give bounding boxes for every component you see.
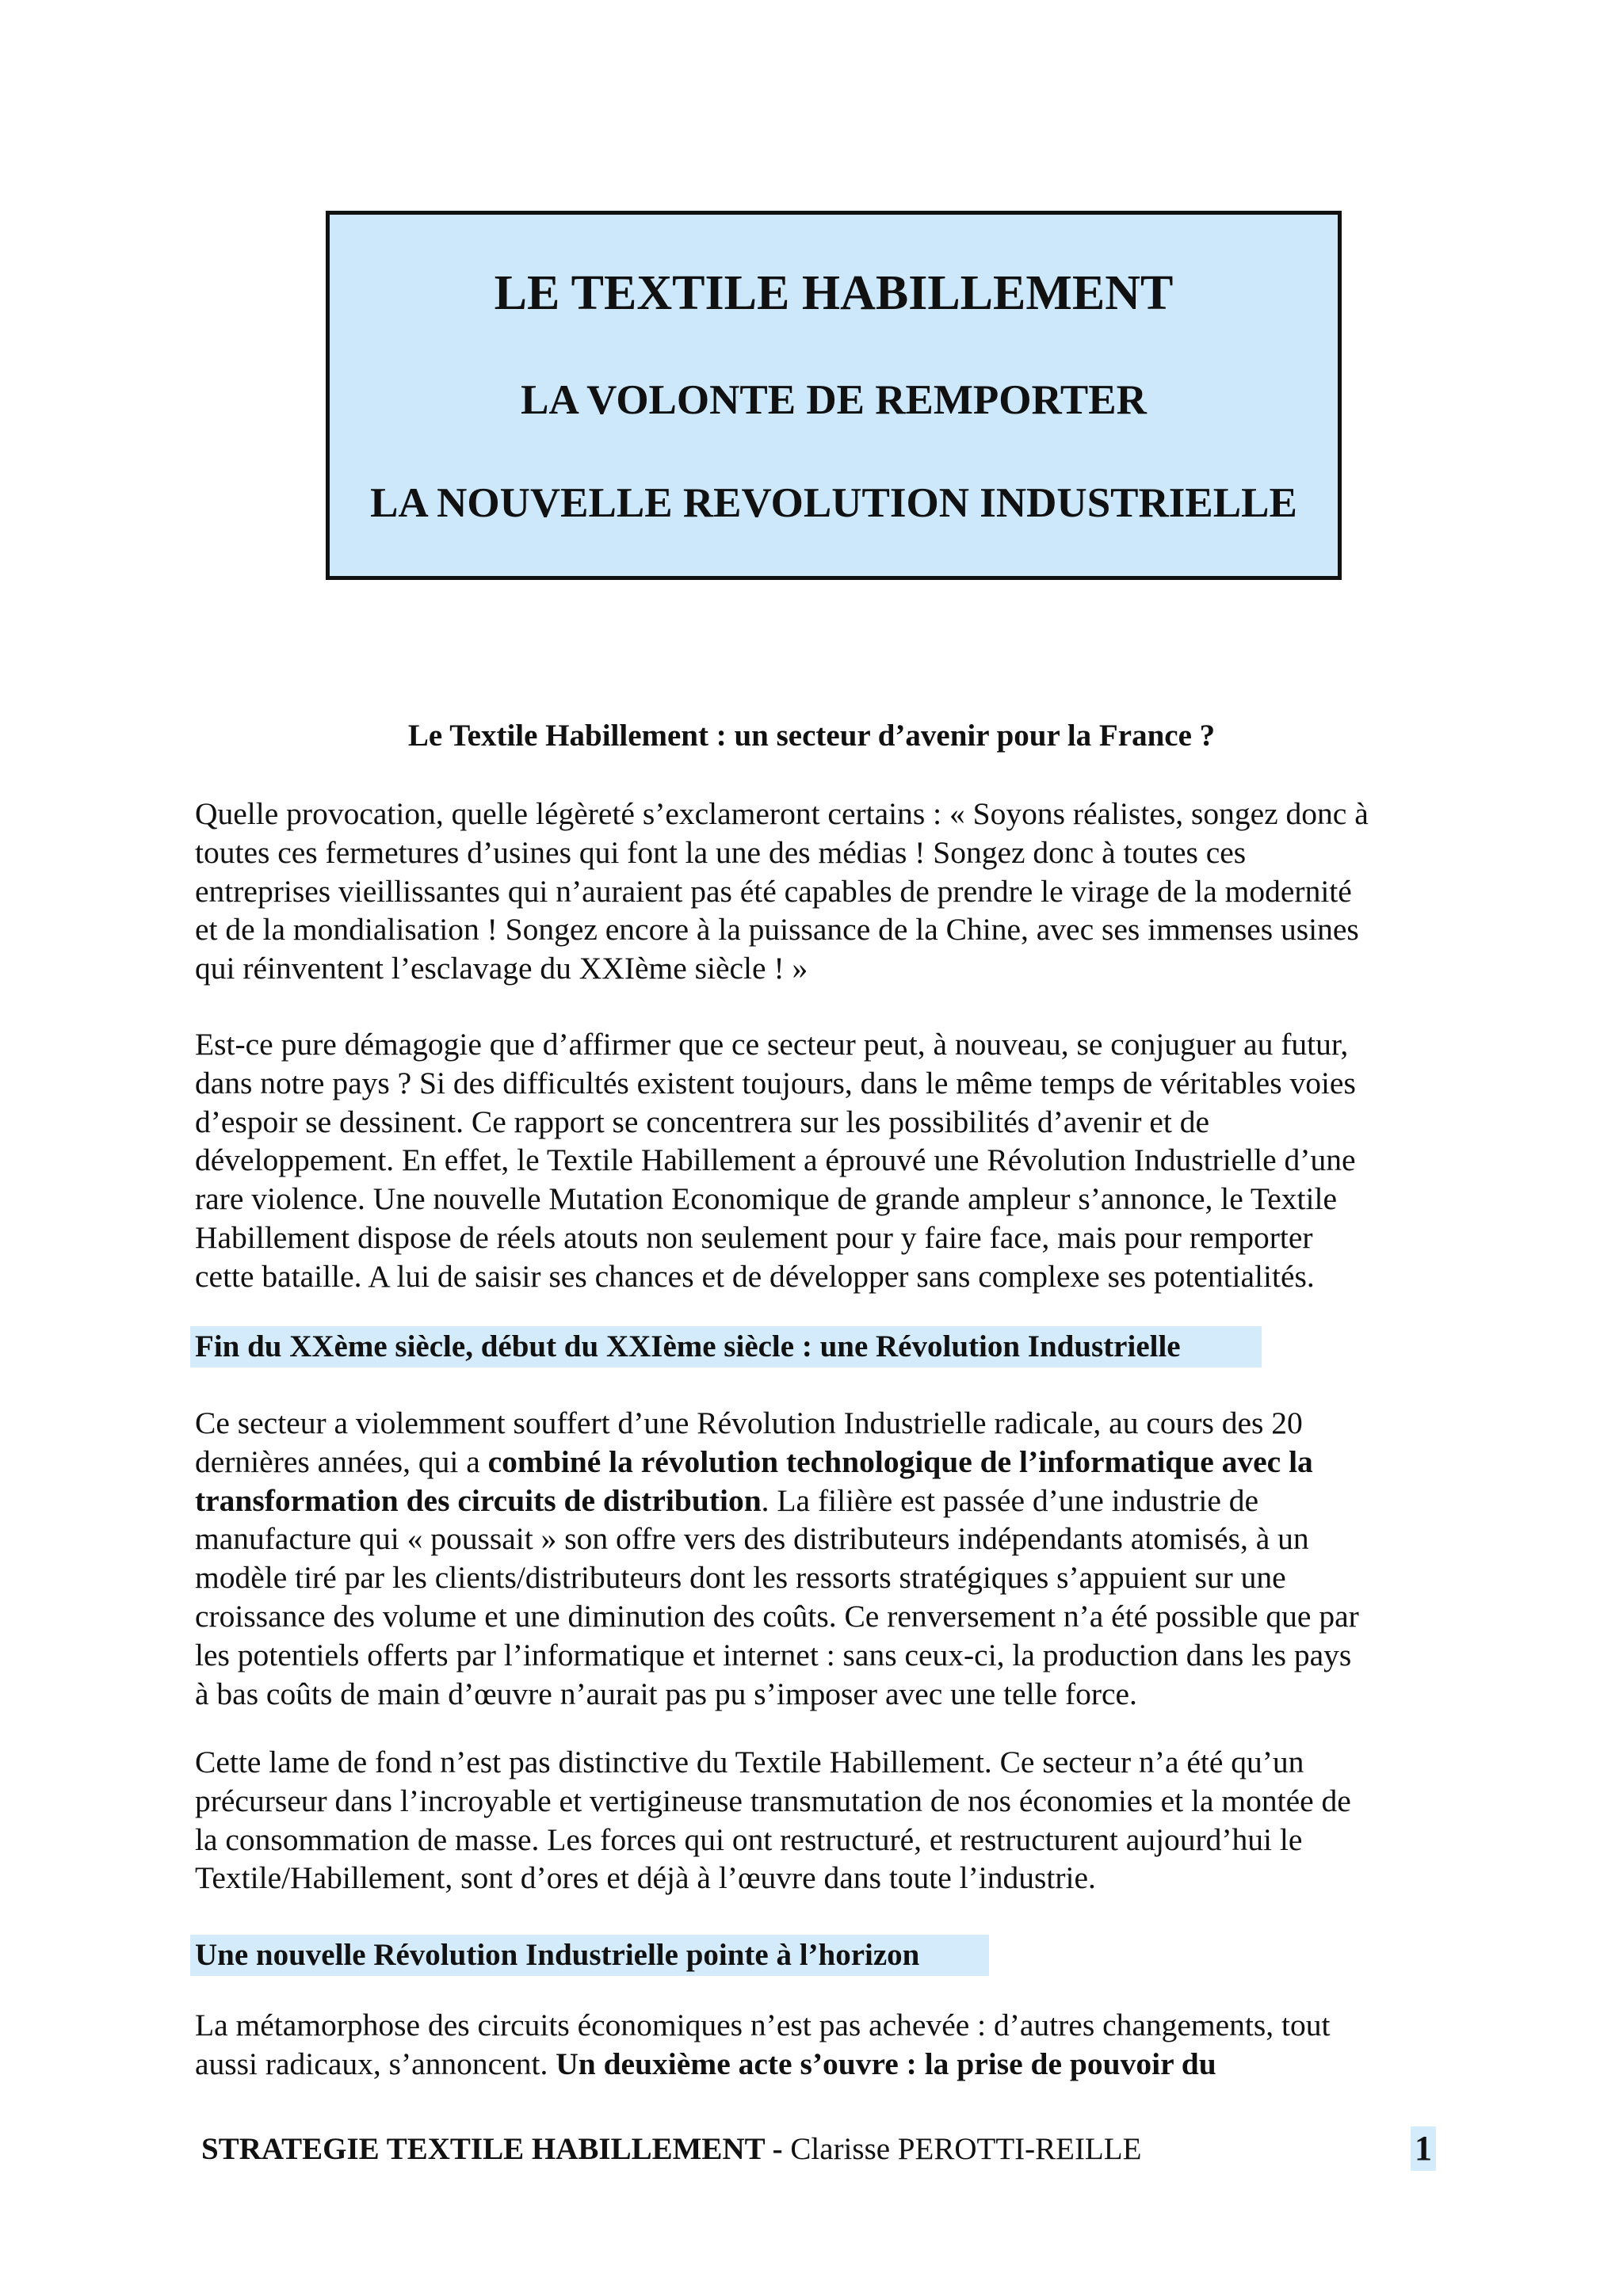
text-run: . La filière est passée d’une industrie de (761, 1482, 1259, 1518)
text-line: développement. En effet, le Textile Habillement a éprouvé une Révolution Industrielle d’une (195, 1142, 1356, 1178)
bold-text-run: combiné la révolution technologique de l’informatique avec la (487, 1444, 1313, 1479)
document-title: LE TEXTILE HABILLEMENT (494, 266, 1174, 320)
text-line: Quelle provocation, quelle légèreté s’exclameront certains : « Soyons réalistes, songez donc à (195, 796, 1369, 831)
text-line: rare violence. Une nouvelle Mutation Economique de grande ampleur s’annonce, le Textile (195, 1181, 1338, 1217)
text-line: et de la mondialisation ! Songez encore à la puissance de la Chine, avec ses immenses usines (195, 912, 1359, 948)
text-line: précurseur dans l’incroyable et vertigineuse transmutation de nos économies et la montée de (195, 1783, 1351, 1818)
section-heading-revolution: Fin du XXème siècle, début du XXIème siècle : une Révolution Industrielle (190, 1326, 1262, 1367)
text-line: croissance des volume et une diminution des coûts. Ce renversement n’a été possible que par (195, 1598, 1359, 1634)
text-line: les potentiels offerts par l’informatique et internet : sans ceux-ci, la production dans les pays (195, 1637, 1352, 1672)
footer-document-title: STRATEGIE TEXTILE HABILLEMENT - (201, 2132, 791, 2166)
text-line: manufacture qui « poussait » son offre vers des distributeurs indépendants atomisés, à un (195, 1521, 1309, 1557)
text-line (195, 1443, 1431, 1482)
document-subtitle-1: LA VOLONTE DE REMPORTER (521, 377, 1147, 423)
text-run: dernières années, qui a (195, 1444, 488, 1479)
page-footer (201, 2131, 1141, 2167)
title-box (326, 211, 1342, 580)
page-number: 1 (1411, 2126, 1436, 2171)
text-line: toutes ces fermetures d’usines qui font la une des médias ! Songez donc à toutes ces (195, 834, 1247, 870)
paragraph-groundswell (195, 1743, 1431, 1897)
text-line: entreprises vieillissantes qui n’auraient pas été capables de prendre le virage de la modernité (195, 873, 1352, 909)
text-line: Est-ce pure démagogie que d’affirmer que ce secteur peut, à nouveau, se conjuguer au futur, (195, 1027, 1349, 1062)
text-line: à bas coûts de main d’œuvre n’aurait pas pu s’imposer avec une telle force. (195, 1676, 1137, 1711)
section-heading-new-revolution: Une nouvelle Révolution Industrielle pointe à l’horizon (190, 1935, 989, 1976)
text-line: Habillement dispose de réels atouts non seulement pour y faire face, mais pour remporter (195, 1219, 1313, 1255)
text-line (195, 2045, 1431, 2084)
text-line: qui réinventent l’esclavage du XXIème siècle ! » (195, 951, 808, 986)
footer-author: Clarisse PEROTTI-REILLE (790, 2132, 1142, 2166)
section-heading-intro: Le Textile Habillement : un secteur d’avenir pour la France ? (407, 719, 1216, 753)
paragraph-metamorphosis (195, 2006, 1431, 2084)
paragraph-intro (195, 795, 1431, 988)
paragraph-revolution (195, 1404, 1431, 1713)
text-line: La métamorphose des circuits économiques n’est pas achevée : d’autres changements, tout (195, 2008, 1331, 2042)
text-line: modèle tiré par les clients/distributeurs dont les ressorts stratégiques s’appuient sur une (195, 1560, 1286, 1596)
text-line: la consommation de masse. Les forces qui ont restructuré, et restructurent aujourd’hui le (195, 1821, 1303, 1857)
text-line: dans notre pays ? Si des difficultés existent toujours, dans le même temps de véritables voies (195, 1065, 1356, 1100)
bold-text-run: Un deuxième acte s’ouvre : la prise de pouvoir du (556, 2046, 1216, 2081)
text-line: Textile/Habillement, sont d’ores et déjà à l’œuvre dans toute l’industrie. (195, 1860, 1096, 1896)
bold-text-run: transformation des circuits de distribution (195, 1482, 762, 1518)
text-line: d’espoir se dessinent. Ce rapport se concentrera sur les possibilités d’avenir et de (195, 1104, 1210, 1139)
text-line: Ce secteur a violemment souffert d’une Révolution Industrielle radicale, au cours des 20 (195, 1405, 1303, 1440)
text-line: Cette lame de fond n’est pas distinctive du Textile Habillement. Ce secteur n’a été qu’un (195, 1745, 1304, 1779)
text-run: aussi radicaux, s’annoncent. (195, 2046, 556, 2081)
text-line: cette bataille. A lui de saisir ses chances et de développer sans complexe ses potentialités. (195, 1258, 1315, 1294)
paragraph-future (195, 1025, 1431, 1296)
text-line (195, 1482, 1431, 1520)
document-subtitle-2: LA NOUVELLE REVOLUTION INDUSTRIELLE (370, 480, 1297, 526)
